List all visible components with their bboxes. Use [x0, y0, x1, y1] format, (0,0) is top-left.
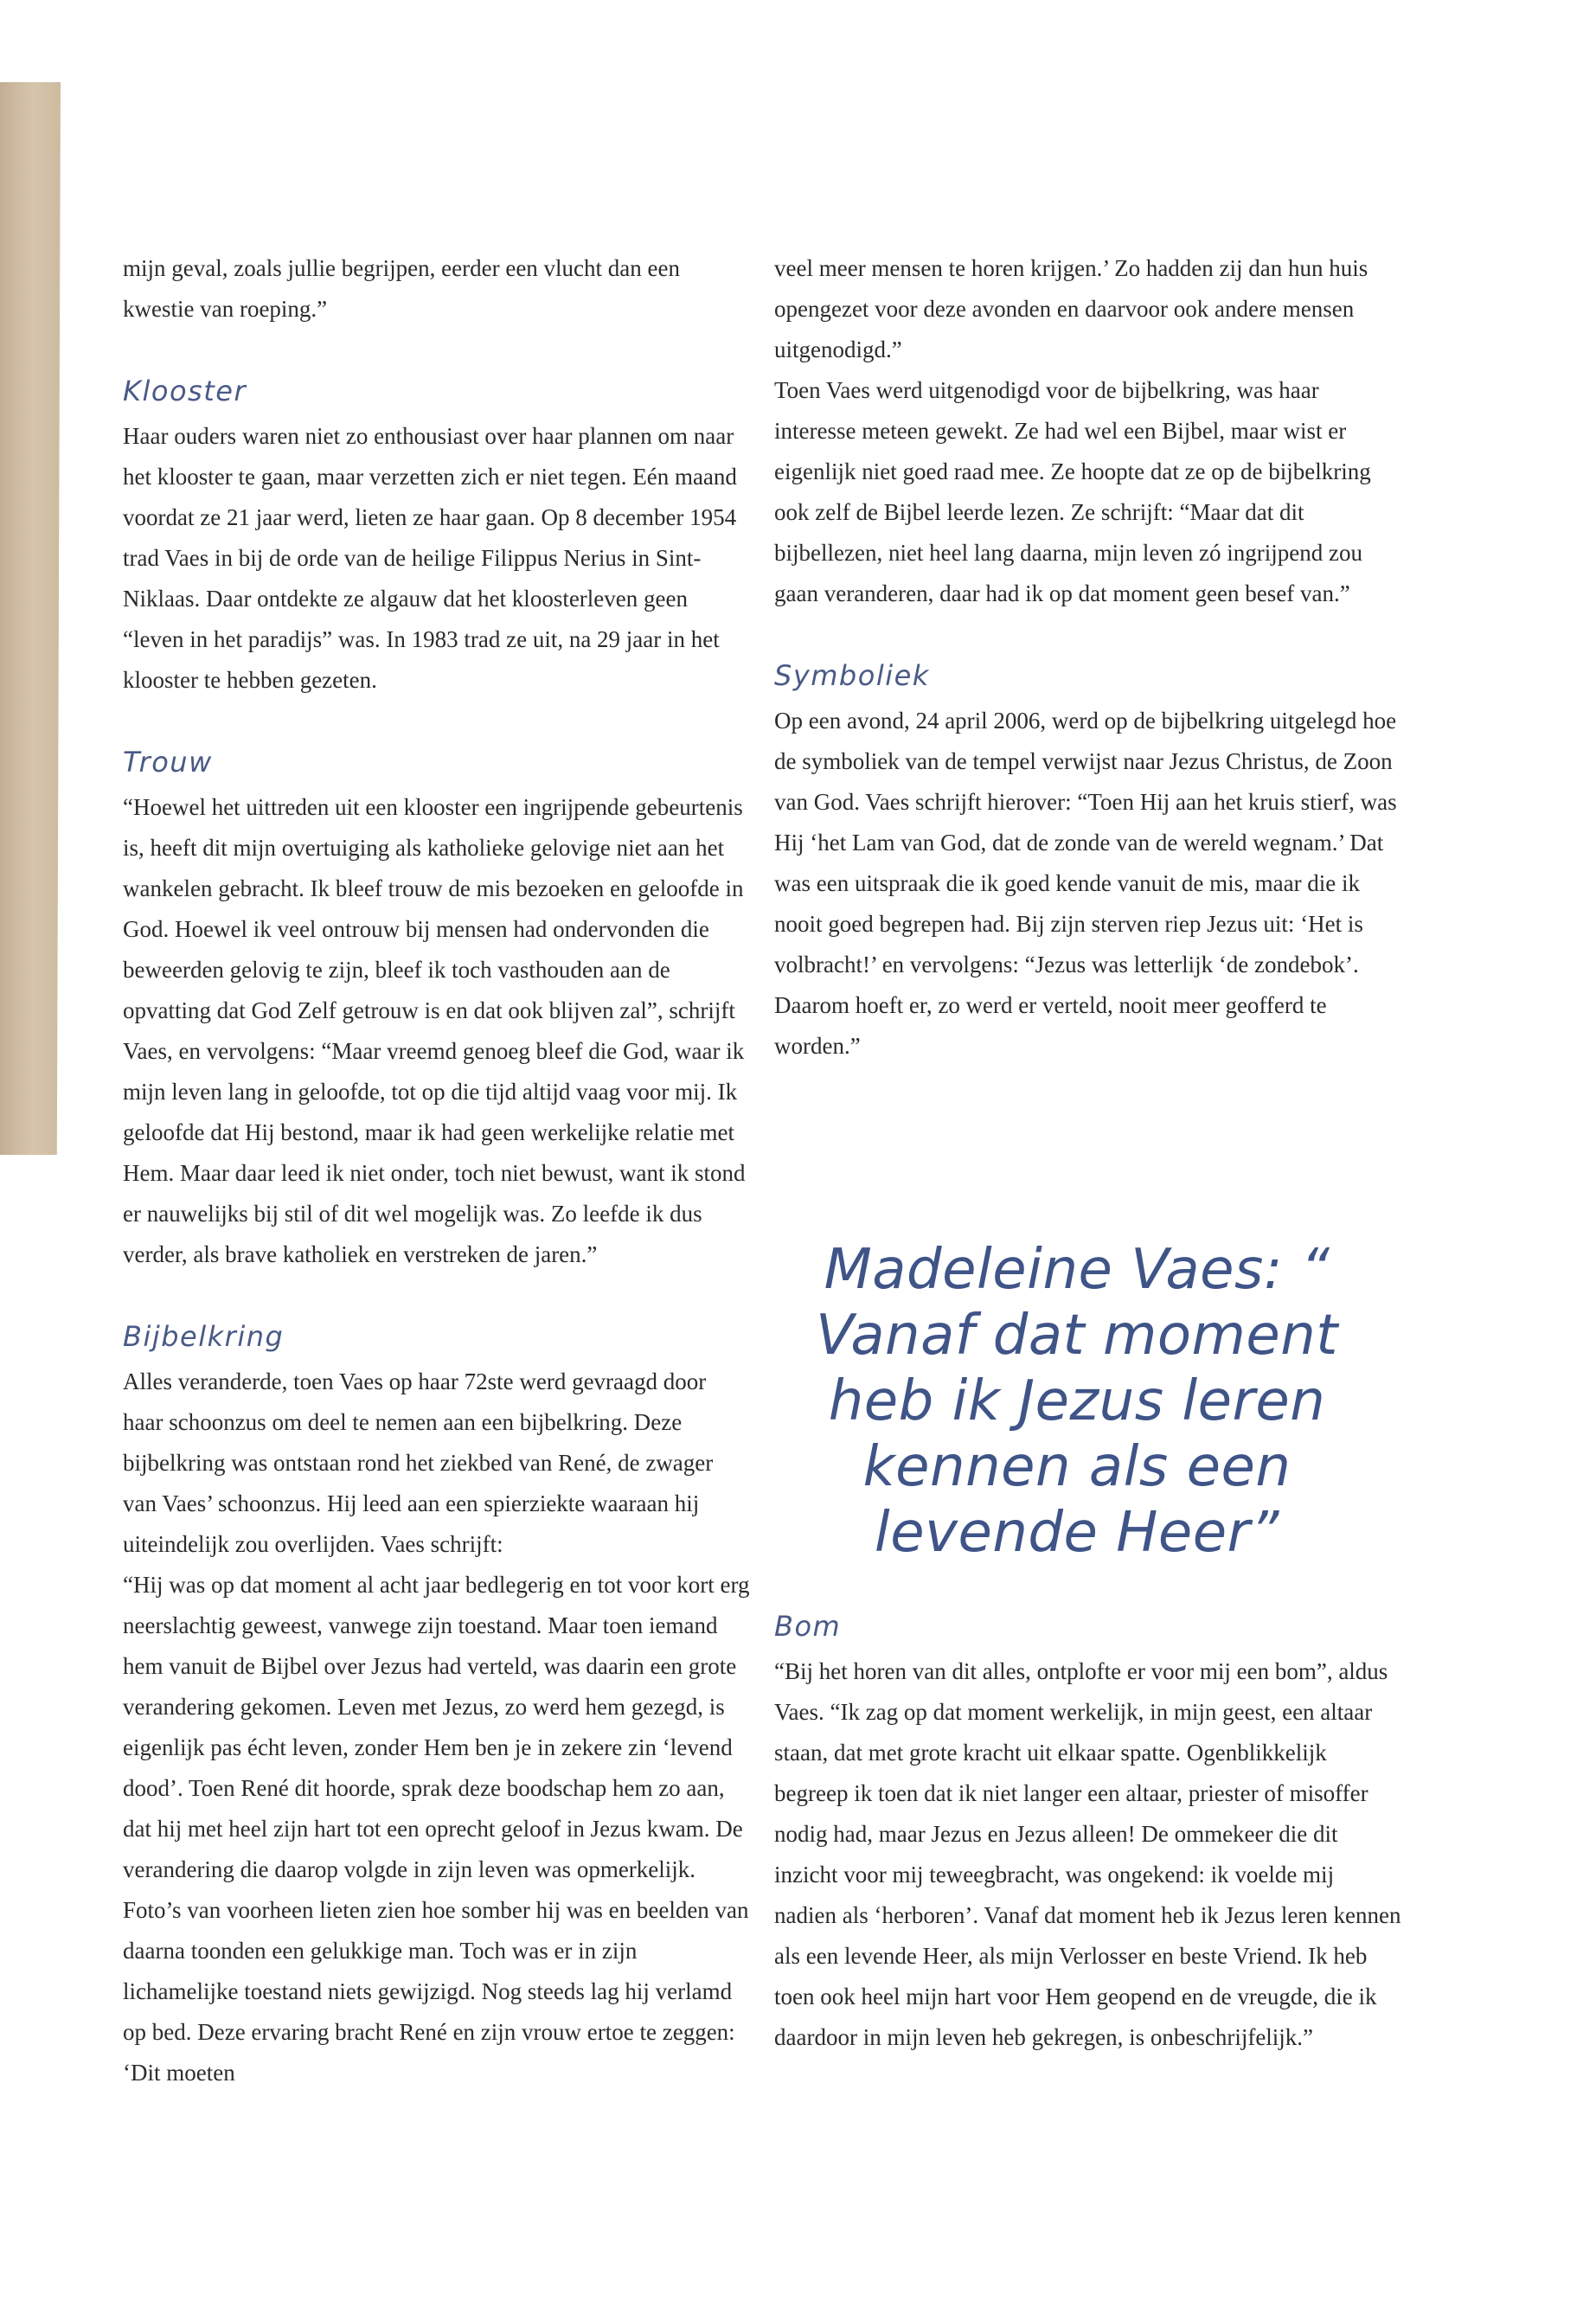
heading-bom: Bom — [774, 1610, 842, 1643]
decorative-paper-strip — [0, 82, 61, 1155]
heading-bijbelkring: Bijbelkring — [123, 1320, 285, 1353]
paragraph-symboliek: Op een avond, 24 april 2006, werd op de bijbelkring uitgelegd hoe de symboliek van de tempel verwijst naar Jezus Christus, de Zoon van God. Vaes schrijft hierover: “Toen Hij aan het kruis stierf, was Hij ‘het Lam van God, dat de zonde van de wereld wegnam.’ Dat was een uitspraak die ik goed kende vanuit de mis, maar die ik nooit goed begrepen had. Bij zijn sterven riep Jezus uit: ‘Het is volbracht!’ en vervolgens: “Jezus was letterlijk ‘de zondebok’. Daarom hoeft er, zo werd er verteld, nooit meer geofferd te worden.” — [774, 708, 1397, 1059]
heading-klooster: Klooster — [123, 375, 247, 407]
right-intro-paragraph: veel meer mensen te horen krijgen.’ Zo hadden zij dan hun huis opengezet voor deze avonden en daarvoor ook andere mensen uitgenodigd.” — [774, 255, 1368, 362]
left-column — [123, 248, 750, 2093]
paragraph-klooster: Haar ouders waren niet zo enthousiast over haar plannen om naar het klooster te gaan, maar verzetten zich er niet tegen. Eén maand voordat ze 21 jaar werd, lieten ze haar gaan. Op 8 december 1954 trad Vaes in bij de orde van de heilige Filippus Nerius in Sint-Niklaas. Daar ontdekte ze algauw dat het kloosterleven geen “leven in het paradijs” was. In 1983 trad ze uit, na 29 jaar in het klooster te hebben gezeten. — [123, 423, 737, 693]
paragraph-bom: “Bij het horen van dit alles, ontplofte er voor mij een bom”, aldus Vaes. “Ik zag op dat moment werkelijk, in mijn geest, een altaar staan, dat met grote kracht uit elkaar spatte. Ogenblikkelijk begreep ik toen dat ik niet langer een altaar, priester of misoffer nodig had, maar Jezus en Jezus alleen! De ommekeer die dit inzicht voor mij teweegbracht, was ongekend: ik voelde mij nadien als ‘herboren’. Vanaf dat moment heb ik Jezus leren kennen als een levende Heer, als mijn Verlosser en beste Vriend. Ik heb toen ook heel mijn hart voor Hem geopend en de vreugde, die ik daardoor in mijn leven heb gekregen, is onbeschrijfelijk.” — [774, 1658, 1401, 2050]
heading-symboliek: Symboliek — [774, 659, 930, 692]
paragraph-bijbelkring-quote: “Hij was op dat moment al acht jaar bedlegerig en tot voor kort erg neerslachtig geweest, vanwege zijn toestand. Maar toen iemand hem vanuit de Bijbel over Jezus had verteld, was daarin een grote verandering gekomen. Leven met Jezus, zo werd hem gezegd, is eigenlijk pas écht leven, zonder Hem ben je in zekere zin ‘levend dood’. Toen René dit hoorde, sprak deze boodschap hem zo aan, dat hij met heel zijn hart tot een oprecht geloof in Jezus kwam. De verandering die daarop volgde in zijn leven was opmerkelijk. Foto’s van voorheen lieten zien hoe somber hij was en beelden van daarna toonden een gelukkige man. Toch was er in zijn lichamelijke toestand niets gewijzigd. Nog steeds lag hij verlamd op bed. Deze ervaring bracht René en zijn vrouw ertoe te zeggen: ‘Dit moeten — [123, 1572, 750, 2086]
pull-quote-line: Vanaf dat moment — [816, 1304, 1338, 1368]
right-intro-paragraph-2: Toen Vaes werd uitgenodigd voor de bijbelkring, was haar interesse meteen gewekt. Ze had wel een Bijbel, maar wist er eigenlijk niet goed raad mee. Ze hoopte dat ze op de bijbelkring ook zelf de Bijbel leerde lezen. Ze schrijft: “Maar dat dit bijbellezen, niet heel lang daarna, mijn leven zó ingrijpend zou gaan veranderen, daar had ik op dat moment geen besef van.” — [774, 377, 1371, 606]
pull-quote-line: levende Heer” — [874, 1501, 1280, 1565]
pull-quote — [779, 1237, 1375, 1566]
paragraph-bijbelkring: Alles veranderde, toen Vaes op haar 72ste werd gevraagd door haar schoonzus om deel te nemen aan een bijbelkring. Deze bijbelkring was ontstaan rond het ziekbed van René, de zwager van Vaes’ schoonzus. Hij leed aan een spierziekte waaraan hij uiteindelijk zou overlijden. Vaes schrijft: — [123, 1368, 714, 1557]
pull-quote-line: kennen als een — [862, 1435, 1292, 1499]
intro-paragraph: mijn geval, zoals jullie begrijpen, eerder een vlucht dan een kwestie van roeping.” — [123, 255, 680, 322]
heading-trouw: Trouw — [123, 746, 213, 779]
pull-quote-line: Madeleine Vaes: “ — [824, 1238, 1330, 1302]
right-column — [774, 248, 1401, 2058]
pull-quote-line: heb ik Jezus leren — [828, 1369, 1326, 1433]
paragraph-trouw: “Hoewel het uittreden uit een klooster een ingrijpende gebeurtenis is, heeft dit mijn overtuiging als katholieke gelovige niet aan het wankelen gebracht. Ik bleef trouw de mis bezoeken en geloofde in God. Hoewel ik veel ontrouw bij mensen had ondervonden die beweerden gelovig te zijn, bleef ik toch vasthouden aan de opvatting dat God Zelf getrouw is en dat ook blijven zal”, schrijft Vaes, en vervolgens: “Maar vreemd genoeg bleef die God, waar ik mijn leven lang in geloofde, tot op die tijd altijd vaag voor mij. Ik geloofde dat Hij bestond, maar ik had geen werkelijke relatie met Hem. Maar daar leed ik niet onder, toch niet bewust, want ik stond er nauwelijks bij stil of dit wel mogelijk was. Zo leefde ik dus verder, als brave katholiek en verstreken de jaren.” — [123, 794, 746, 1267]
